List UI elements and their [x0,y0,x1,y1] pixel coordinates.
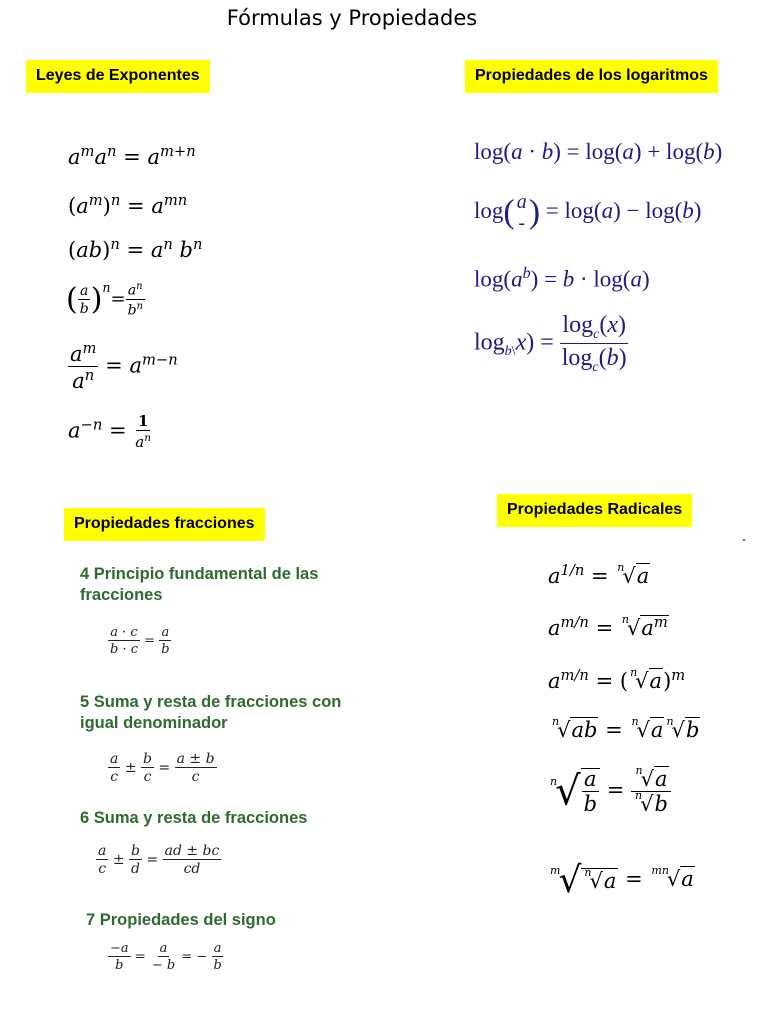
radical-power-of-root: $a^{m/n}$ = ( $^n$√a)$^m$ [548,666,686,693]
fraction-formula-6: $\frac{a}{c}$ ± $\frac{b}{d}$ = $\frac{ad \pm bc}{cd}$ [98,843,220,877]
radical-product: $^n$√ab = $^n$√a $^n$√b [552,715,700,742]
log-power: $\log(a^b) = b \cdot \log(a)$ [474,265,650,292]
radical-quotient: $^n$√ $\frac{a}{b}$ = $\frac{^n√a}{^n√b}$ [548,768,671,815]
radical-power-exponent: $a^{m/n} = ^n√a^m$ [548,613,668,640]
fraction-formula-5: $\frac{a}{c}$ ± $\frac{b}{c}$ = $\frac{a \pm b}{c}$ [110,751,215,785]
exp-law-quotient: $\frac{a^m}{a^n}$ = $a^{m-n}$ [70,340,178,393]
log-quotient: log( a - ) = log(a) − log(b) [474,191,702,234]
log-product: log(a · b) = log(a) + log(b) [474,139,723,164]
exp-law-power: $(a^m)^n = a^{mn}$ [68,192,188,218]
section-radicals: Propiedades Radicales [497,494,692,527]
exp-law-negative: $a^{-n}$ = $\frac{1}{a^n}$ [68,412,152,451]
fraction-formula-4: $\frac{a \cdot c}{b \cdot c}$ = $\frac{a}{b}$ [110,625,170,657]
fraction-item-5: 5 Suma y resta de fracciones con igual denominador [80,693,342,732]
fraction-item-4: 4 Principio fundamental de las fracciones [80,565,319,604]
exp-law-product: $a^ma^n = a^{m+n}$ [68,143,196,169]
section-logarithms: Propiedades de los logaritmos [465,60,718,93]
fraction-item-7: 7 Propiedades del signo [86,911,276,929]
log-change-of-base: $\log_{b\backslash}x$) = $\frac{\log_c(x)}{\log_c(b)}$ [474,312,627,375]
radical-root-of-root: $^m$√ $^n$√a = $^{mn}$√a [550,860,694,901]
section-exponents: Leyes de Exponentes [26,60,210,93]
fraction-item-6: 6 Suma y resta de fracciones [80,809,308,827]
fraction-formula-7: $\frac{-a}{b}$ = $\frac{a}{- b}$ = − $\frac{a}{b}$ [110,941,222,973]
page-title: Fórmulas y Propiedades [226,6,478,30]
exp-law-quotient-power: ( $\frac{a}{b}$ )$^n$= $\frac{a^n}{b^n}$ [66,279,143,319]
section-fractions: Propiedades fracciones [64,508,265,541]
exp-law-product-power: $(ab)^n = a^n$ $b^n$ [68,236,203,262]
stray-mark: - [742,532,746,546]
radical-fractional-exponent: $a^{1/n} = ^n√a$ [548,561,650,588]
